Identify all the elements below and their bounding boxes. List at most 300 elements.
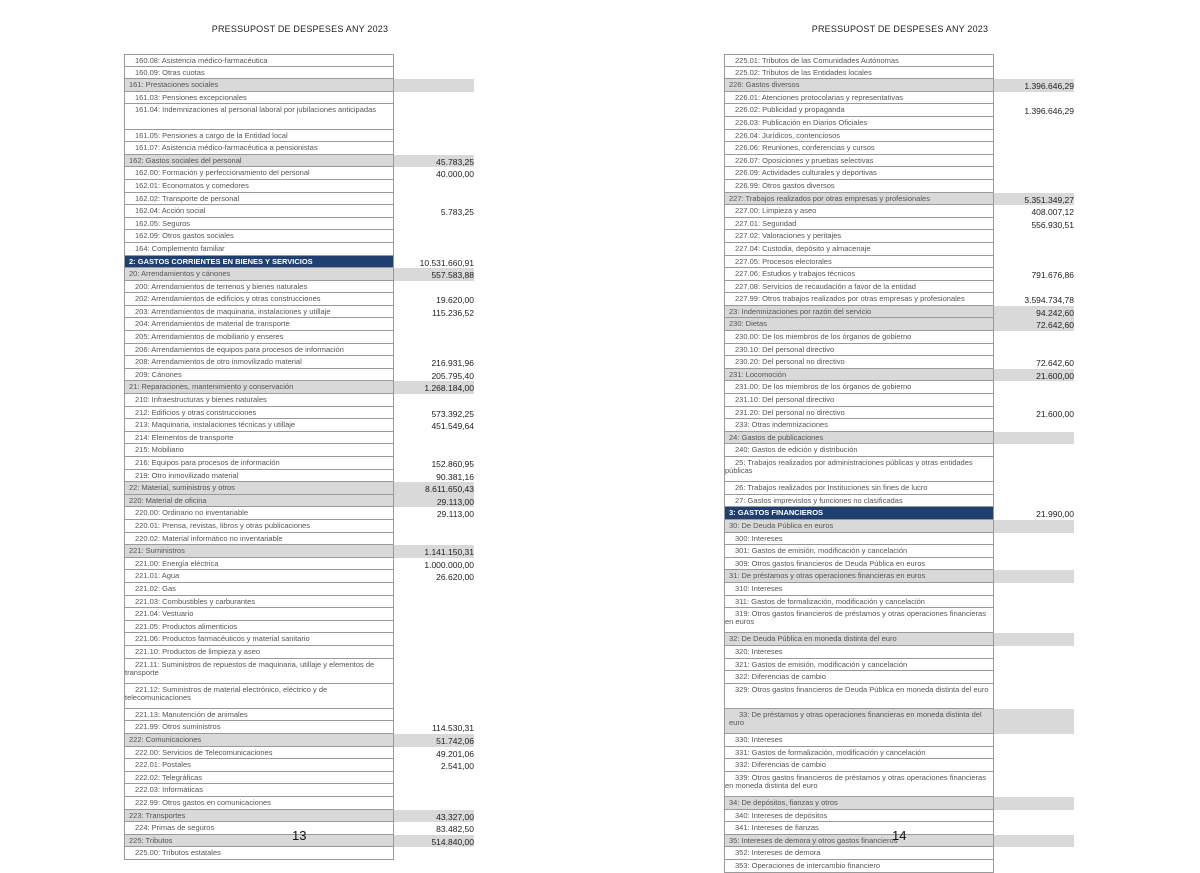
row-label: 310: Intereses [724, 583, 994, 596]
table-row [124, 167, 474, 180]
page-number: 14 [892, 828, 907, 843]
row-label: 311: Gastos de formalización, modificación y cancelación [724, 596, 994, 609]
row-label: 204: Arrendamientos de material de transporte [124, 318, 394, 331]
table-row [124, 142, 474, 155]
row-label: 227.02: Valoraciones y peritajes [724, 230, 994, 243]
table-row [724, 167, 1074, 180]
subtotal-row [724, 709, 1074, 734]
row-label: 162: Gastos sociales del personal [124, 155, 394, 168]
row-label: 162.05: Seguros [124, 218, 394, 231]
row-label: 20: Arrendamientos y cánones [124, 268, 394, 281]
chapter-header-row [724, 507, 1074, 520]
row-label: 226.04: Jurídicos, contenciosos [724, 130, 994, 143]
row-label: 162.02: Transporte de personal [124, 193, 394, 206]
row-amount: 21.600,00 [994, 369, 1074, 382]
row-label: 203: Arrendamientos de maquinaria, instalaciones y utillaje [124, 306, 394, 319]
row-label: 24: Gastos de publicaciones [724, 432, 994, 445]
subtotal-row [724, 797, 1074, 810]
table-row [124, 444, 474, 457]
table-row [124, 709, 474, 722]
table-row [724, 256, 1074, 269]
row-amount: 1.396.646,29 [1024, 106, 1074, 117]
row-label: 227.01: Seguridad [724, 218, 994, 231]
row-label: 221.06: Productos farmacéuticos y material sanitario [124, 633, 394, 646]
row-label: 230: Dietas [724, 318, 994, 331]
subtotal-row [724, 570, 1074, 583]
row-amount [994, 381, 1074, 394]
table-row [124, 721, 474, 734]
row-amount: 3.594.734,78 [1024, 295, 1074, 306]
row-label: 322: Diferencias de cambio [724, 671, 994, 684]
row-label: 3: GASTOS FINANCIEROS [724, 507, 994, 520]
row-label: 227.00: Limpieza y aseo [724, 205, 994, 218]
row-amount [394, 193, 474, 206]
row-amount: 2.541,00 [440, 761, 474, 772]
row-amount [394, 646, 474, 659]
row-label: 301: Gastos de emisión, modificación y cancelación [724, 545, 994, 558]
chapter-header-row [124, 256, 474, 269]
table-row [124, 507, 474, 520]
row-amount: 72.642,60 [994, 318, 1074, 331]
row-amount [394, 344, 474, 357]
table-row [724, 381, 1074, 394]
table-row [724, 583, 1074, 596]
table-row [724, 230, 1074, 243]
table-row [124, 432, 474, 445]
table-row [124, 659, 474, 684]
row-amount [994, 495, 1074, 508]
row-label: 25: Trabajos realizados por administraciones públicas y otras entidades públicas [724, 457, 994, 482]
table-row [124, 356, 474, 369]
row-amount [994, 583, 1074, 596]
row-label: 161.03: Pensiones excepcionales [124, 92, 394, 105]
row-label: 35: Intereses de demora y otros gastos financieros [724, 835, 994, 848]
row-label: 352: Intereses de demora [724, 847, 994, 860]
table-row [124, 684, 474, 709]
row-label: 23: Indemnizaciones por razón del servicio [724, 306, 994, 319]
row-label: 221.04: Vestuario [124, 608, 394, 621]
subtotal-row [724, 432, 1074, 445]
table-row [724, 218, 1074, 231]
row-label: 226.99: Otros gastos diversos [724, 180, 994, 193]
table-row [724, 444, 1074, 457]
table-row [124, 621, 474, 634]
table-row [724, 268, 1074, 281]
table-row [124, 306, 474, 319]
table-row [724, 293, 1074, 306]
row-amount [994, 633, 1074, 646]
table-row [724, 734, 1074, 747]
row-label: 30: De Deuda Pública en euros [724, 520, 994, 533]
row-label: 210: Infraestructuras y bienes naturales [124, 394, 394, 407]
row-label: 22: Material, suministros y otros [124, 482, 394, 495]
row-amount: 8.611.650,43 [394, 482, 474, 495]
table-row [724, 155, 1074, 168]
row-label: 214: Elementos de transporte [124, 432, 394, 445]
row-label: 227.99: Otros trabajos realizados por otras empresas y profesionales [724, 293, 994, 306]
row-label: 221: Suministros [124, 545, 394, 558]
row-label: 225.00: Tributos estatales [124, 847, 394, 860]
subtotal-row [124, 734, 474, 747]
table-row [124, 218, 474, 231]
table-row [724, 130, 1074, 143]
row-label: 205: Arrendamientos de mobiliario y enseres [124, 331, 394, 344]
table-row [724, 457, 1074, 482]
row-amount: 205.795,40 [431, 370, 474, 381]
table-row [724, 92, 1074, 105]
row-amount: 514.840,00 [394, 835, 474, 848]
row-amount [994, 684, 1074, 709]
row-amount: 115.236,52 [432, 307, 474, 318]
row-amount [994, 444, 1074, 457]
row-amount [994, 92, 1074, 105]
row-label: 222.02: Telegráficas [124, 772, 394, 785]
row-amount [994, 847, 1074, 860]
table-row [124, 369, 474, 382]
table-row [724, 205, 1074, 218]
row-label: 221.00: Energía eléctrica [124, 558, 394, 571]
row-amount: 408.007,12 [1031, 207, 1074, 218]
row-label: 162.00: Formación y perfeccionamiento del personal [124, 167, 394, 180]
row-label: 215: Mobiliario [124, 444, 394, 457]
subtotal-row [724, 193, 1074, 206]
table-row [124, 394, 474, 407]
row-amount [994, 394, 1074, 407]
row-label: 222.99: Otros gastos en comunicaciones [124, 797, 394, 810]
row-label: 240: Gastos de edición y distribución [724, 444, 994, 457]
row-amount [994, 230, 1074, 243]
table-row [724, 344, 1074, 357]
row-amount [994, 810, 1074, 823]
row-label: 221.11: Suministros de repuestos de maquinaria, utillaje y elementos de transporte [124, 659, 394, 684]
row-label: 230.10: Del personal directivo [724, 344, 994, 357]
table-row [724, 117, 1074, 130]
table-row [124, 230, 474, 243]
table-row [124, 847, 474, 860]
row-amount: 45.783,25 [394, 155, 474, 168]
row-label: 32: De Deuda Pública en moneda distinta del euro [724, 633, 994, 646]
row-amount [994, 671, 1074, 684]
row-amount [994, 709, 1074, 734]
row-label: 226.03: Publicación en Diarios Oficiales [724, 117, 994, 130]
row-amount [994, 180, 1074, 193]
row-amount: 43.327,00 [394, 810, 474, 823]
table-row [124, 533, 474, 546]
row-amount [994, 54, 1074, 67]
table-row [124, 344, 474, 357]
row-label: 221.99: Otros suministros [124, 721, 394, 734]
row-amount [394, 583, 474, 596]
row-amount [394, 67, 474, 80]
row-amount [394, 784, 474, 797]
row-amount [394, 596, 474, 609]
row-amount [994, 130, 1074, 143]
row-amount: 1.141.150,31 [394, 545, 474, 558]
row-label: 320: Intereses [724, 646, 994, 659]
table-row [124, 92, 474, 105]
row-label: 225: Tributos [124, 835, 394, 848]
row-label: 221.05: Productos alimenticios [124, 621, 394, 634]
row-amount: 40.000,00 [436, 169, 474, 180]
row-label: 219: Otro inmovilizado material [124, 470, 394, 483]
row-amount: 791.676,86 [1031, 270, 1074, 281]
row-amount: 5.351.349,27 [994, 193, 1074, 206]
budget-table [124, 54, 474, 860]
row-label: 200: Arrendamientos de terrenos y bienes naturales [124, 281, 394, 294]
table-row [724, 54, 1074, 67]
row-label: 222.03: Informáticas [124, 784, 394, 797]
table-row [124, 646, 474, 659]
row-label: 220: Material de oficina [124, 495, 394, 508]
row-amount [994, 797, 1074, 810]
subtotal-row [124, 495, 474, 508]
row-amount [394, 281, 474, 294]
row-amount [394, 608, 474, 621]
row-label: 221.10: Productos de limpieza y aseo [124, 646, 394, 659]
row-label: 222: Comunicaciones [124, 734, 394, 747]
row-label: 221.12: Suministros de material electrónico, eléctrico y de telecomunicaciones [124, 684, 394, 709]
row-amount [394, 243, 474, 256]
table-row [124, 54, 474, 67]
budget-table [724, 54, 1074, 873]
row-label: 226.01: Atenciones protocolarias y representativas [724, 92, 994, 105]
table-row [724, 860, 1074, 873]
row-label: 227: Trabajos realizados por otras empresas y profesionales [724, 193, 994, 206]
row-label: 206: Arrendamientos de equipos para procesos de información [124, 344, 394, 357]
table-row [124, 104, 474, 129]
table-row [724, 495, 1074, 508]
row-label: 231.10: Del personal directivo [724, 394, 994, 407]
row-amount [394, 218, 474, 231]
subtotal-row [724, 633, 1074, 646]
table-row [724, 394, 1074, 407]
row-amount: 152.860,95 [431, 459, 474, 469]
table-row [124, 318, 474, 331]
subtotal-row [124, 482, 474, 495]
row-label: 162.01: Economatos y comedores [124, 180, 394, 193]
row-label: 221.03: Combustibles y carburantes [124, 596, 394, 609]
row-label: 212: Edificios y otras construcciones [124, 407, 394, 420]
row-amount: 557.583,88 [394, 268, 474, 281]
table-row [724, 281, 1074, 294]
row-amount: 72.642,60 [1036, 358, 1074, 369]
row-label: 223: Transportes [124, 810, 394, 823]
table-row [724, 558, 1074, 571]
row-amount: 29.113,00 [394, 495, 474, 508]
table-row [124, 331, 474, 344]
table-row [724, 419, 1074, 432]
row-label: 340: Intereses de depósitos [724, 810, 994, 823]
row-label: 230.00: De los miembros de los órganos de gobierno [724, 331, 994, 344]
table-row [724, 847, 1074, 860]
row-amount [394, 142, 474, 155]
table-row [124, 293, 474, 306]
table-row [724, 331, 1074, 344]
row-label: 341: Intereses de fianzas [724, 822, 994, 835]
row-label: 224: Primas de seguros [124, 822, 394, 835]
row-label: 33: De préstamos y otras operaciones financieras en moneda distinta del euro [724, 709, 994, 734]
table-row [724, 759, 1074, 772]
table-row [724, 659, 1074, 672]
row-amount [394, 772, 474, 785]
row-label: 330: Intereses [724, 734, 994, 747]
table-row [724, 243, 1074, 256]
row-label: 331: Gastos de formalización, modificación y cancelación [724, 747, 994, 760]
row-amount [994, 142, 1074, 155]
table-row [124, 558, 474, 571]
table-row [124, 243, 474, 256]
row-label: 202: Arrendamientos de edificios y otras construcciones [124, 293, 394, 306]
row-amount [394, 318, 474, 331]
row-amount [994, 155, 1074, 168]
row-amount [994, 558, 1074, 571]
table-row [724, 596, 1074, 609]
row-amount [394, 230, 474, 243]
row-amount [994, 860, 1074, 873]
row-label: 208: Arrendamientos de otro inmovilizado material [124, 356, 394, 369]
row-amount: 216.931,96 [431, 358, 474, 369]
row-amount: 10.531.660,91 [419, 257, 474, 268]
table-row [724, 684, 1074, 709]
row-label: 221.02: Gas [124, 583, 394, 596]
row-amount [994, 117, 1074, 130]
row-amount: 49.201,06 [436, 748, 474, 759]
row-amount [394, 79, 474, 92]
row-amount: 573.392,25 [431, 408, 474, 419]
table-row [124, 130, 474, 143]
row-amount: 556.930,51 [1031, 219, 1074, 230]
row-amount: 26.620,00 [436, 572, 474, 583]
budget-page-right [600, 0, 1200, 870]
row-amount [394, 633, 474, 646]
row-label: 233: Otras indemnizaciones [724, 419, 994, 432]
table-row [124, 797, 474, 810]
row-label: 300: Intereses [724, 533, 994, 546]
subtotal-row [724, 318, 1074, 331]
table-row [124, 281, 474, 294]
subtotal-row [724, 306, 1074, 319]
row-amount [994, 570, 1074, 583]
table-row [124, 193, 474, 206]
row-label: 213: Maquinaria, instalaciones técnicas y utillaje [124, 419, 394, 432]
row-label: 227.08: Servicios de recaudación a favor de la entidad [724, 281, 994, 294]
subtotal-row [124, 155, 474, 168]
row-label: 161.04: Indemnizaciones al personal laboral por jubilaciones anticipadas [124, 104, 394, 129]
row-label: 164: Complemento familiar [124, 243, 394, 256]
table-row [724, 407, 1074, 420]
table-row [124, 180, 474, 193]
row-label: 162.04: Acción social [124, 205, 394, 218]
row-amount [994, 457, 1074, 482]
subtotal-row [124, 545, 474, 558]
row-label: 339: Otros gastos financieros de préstamos y otras operaciones financieras en moneda distinta del euro [724, 772, 994, 797]
table-row [124, 596, 474, 609]
row-amount [994, 533, 1074, 546]
row-label: 220.02: Material informático no inventariable [124, 533, 394, 546]
row-amount [394, 684, 474, 709]
row-label: 309: Otros gastos financieros de Deuda Pública en euros [724, 558, 994, 571]
row-label: 231: Locomoción [724, 369, 994, 382]
subtotal-row [124, 810, 474, 823]
row-amount: 51.742,06 [394, 734, 474, 747]
row-amount [394, 797, 474, 810]
row-amount [394, 180, 474, 193]
table-row [724, 104, 1074, 117]
row-label: 31: De préstamos y otras operaciones financieras en euros [724, 570, 994, 583]
subtotal-row [124, 268, 474, 281]
table-row [724, 533, 1074, 546]
row-label: 26: Trabajos realizados por Instituciones sin fines de lucro [724, 482, 994, 495]
row-label: 329: Otros gastos financieros de Deuda Pública en moneda distinta del euro [724, 684, 994, 709]
row-label: 161: Prestaciones sociales [124, 79, 394, 92]
table-row [724, 482, 1074, 495]
table-row [124, 608, 474, 621]
row-amount [994, 419, 1074, 432]
row-label: 221.13: Manutención de animales [124, 709, 394, 722]
row-label: 27: Gastos imprevistos y funciones no clasificadas [724, 495, 994, 508]
table-row [124, 470, 474, 483]
row-label: 161.05: Pensiones a cargo de la Entidad local [124, 130, 394, 143]
row-amount [394, 659, 474, 684]
row-label: 321: Gastos de emisión, modificación y cancelación [724, 659, 994, 672]
row-amount: 29.113,00 [436, 509, 474, 520]
row-amount [994, 331, 1074, 344]
row-label: 161.07: Asistencia médico-farmacéutica a pensionistas [124, 142, 394, 155]
table-row [724, 142, 1074, 155]
table-row [124, 633, 474, 646]
row-label: 162.09: Otros gastos sociales [124, 230, 394, 243]
row-amount [994, 545, 1074, 558]
subtotal-row [124, 79, 474, 92]
page-title: PRESSUPOST DE DESPESES ANY 2023 [811, 24, 989, 34]
table-row [724, 671, 1074, 684]
row-label: 227.05: Procesos electorales [724, 256, 994, 269]
row-label: 226.02: Publicidad y propaganda [724, 104, 994, 117]
row-amount [994, 759, 1074, 772]
row-amount: 21.990,00 [1036, 509, 1074, 520]
row-label: 226.06: Reuniones, conferencias y cursos [724, 142, 994, 155]
row-label: 225.02: Tributos de las Entidades locales [724, 67, 994, 80]
row-amount: 1.000.000,00 [424, 559, 474, 570]
row-amount: 5.783,25 [440, 207, 474, 218]
subtotal-row [724, 369, 1074, 382]
row-amount [394, 331, 474, 344]
row-label: 222.01: Postales [124, 759, 394, 772]
row-amount [394, 432, 474, 445]
row-label: 21: Reparaciones, mantenimiento y conservación [124, 381, 394, 394]
row-amount: 1.268.184,00 [394, 381, 474, 394]
row-amount [394, 621, 474, 634]
row-label: 222.00: Servicios de Telecomunicaciones [124, 747, 394, 760]
row-amount [394, 847, 474, 860]
row-label: 319: Otros gastos financieros de préstamos y otras operaciones financieras en euros [724, 608, 994, 633]
table-row [124, 784, 474, 797]
row-amount: 114.530,31 [432, 723, 474, 734]
table-row [124, 772, 474, 785]
table-row [124, 419, 474, 432]
subtotal-row [724, 520, 1074, 533]
row-label: 230.20: Del personal no directivo [724, 356, 994, 369]
table-row [724, 747, 1074, 760]
row-label: 227.06: Estudios y trabajos técnicos [724, 268, 994, 281]
row-amount: 94.242,60 [994, 306, 1074, 319]
row-label: 34: De depósitos, fianzas y otros [724, 797, 994, 810]
row-amount: 83.482,50 [436, 824, 474, 835]
row-amount [994, 167, 1074, 180]
page-title: PRESSUPOST DE DESPESES ANY 2023 [211, 24, 389, 34]
row-amount: 19.620,00 [436, 295, 474, 306]
row-label: 226: Gastos diversos [724, 79, 994, 92]
